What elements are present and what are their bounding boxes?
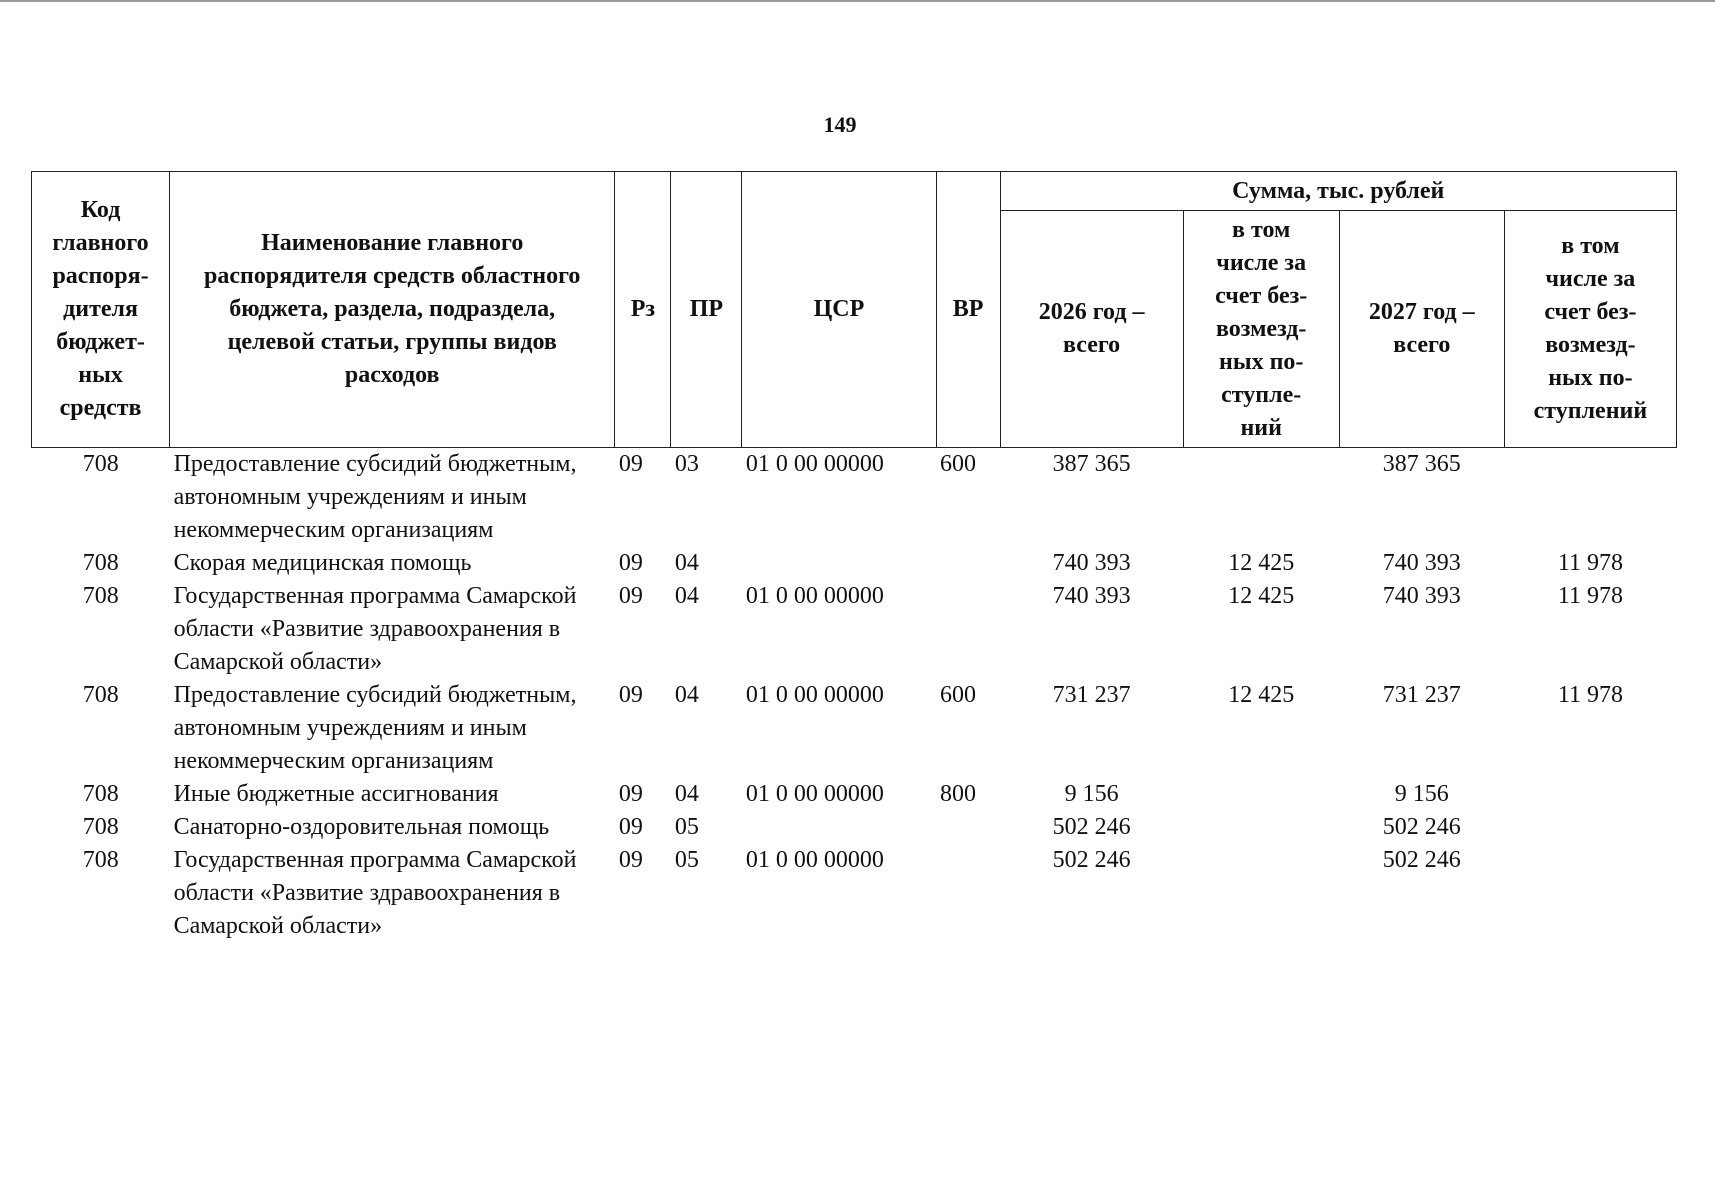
cell-2026-grants [1183,844,1339,943]
cell-2027-grants [1504,844,1676,943]
cell-2027-grants [1504,448,1676,548]
cell-2027-total: 740 393 [1382,550,1461,576]
cell-name: Санаторно-оздоровительная помощь [173,814,550,840]
cell-pr: 05 [674,814,699,840]
cell-2027-grants [1504,811,1676,844]
cell-2026-grants: 12 425 [1228,682,1295,708]
cell-code: 708 [82,550,119,576]
cell-vr [936,811,1000,844]
cell-pr: 04 [674,550,699,576]
cell-2026-total: 387 365 [1052,451,1131,477]
header-csr: ЦСР [742,172,936,448]
scan-top-edge [0,0,1715,2]
cell-csr: 01 0 00 00000 [745,451,884,477]
cell-2027-total: 731 237 [1382,682,1461,708]
cell-csr [742,811,936,844]
cell-rz: 09 [618,781,643,807]
header-code: Код главного распоря-дителя бюджет-ных средств [32,172,170,448]
cell-2027-total: 502 246 [1382,814,1461,840]
table-row [32,778,1677,811]
cell-csr: 01 0 00 00000 [745,583,884,609]
page-number: 149 [823,112,857,137]
cell-code: 708 [82,814,119,840]
header-vr: ВР [936,172,1000,448]
cell-2026-total: 740 393 [1052,583,1131,609]
cell-name: Предоставление субсидий бюджетным, автономным учреждениям и иным некоммерческим организациям [173,682,577,774]
header-2026-total: 2026 год – всего [1000,211,1183,448]
header-rz: Рз [615,172,671,448]
cell-csr: 01 0 00 00000 [745,847,884,873]
cell-code: 708 [82,583,119,609]
budget-table [31,171,1677,943]
table-body [32,448,1677,944]
cell-2027-total: 9 156 [1394,781,1449,807]
cell-name: Государственная программа Самарской области «Развитие здравоохранения в Самарской области» [173,583,577,675]
cell-vr: 600 [940,451,977,477]
cell-rz: 09 [618,550,643,576]
cell-csr [742,547,936,580]
cell-2026-grants: 12 425 [1228,583,1295,609]
table-header [32,172,1677,448]
cell-vr [936,844,1000,943]
header-2027-grants: в том числе за счет без-возмезд-ных по-ступлений [1504,211,1676,448]
cell-2027-total: 740 393 [1382,583,1461,609]
table-row [32,580,1677,679]
cell-2026-total: 502 246 [1052,847,1131,873]
header-pr: ПР [671,172,742,448]
cell-pr: 03 [674,451,699,477]
cell-2026-grants [1183,811,1339,844]
cell-rz: 09 [618,814,643,840]
cell-rz: 09 [618,451,643,477]
table-row [32,679,1677,778]
cell-pr: 04 [674,781,699,807]
cell-2027-grants: 11 978 [1557,550,1623,576]
table-row [32,448,1677,548]
cell-name: Иные бюджетные ассигнования [173,781,499,807]
cell-pr: 05 [674,847,699,873]
header-name: Наименование главного распорядителя средств областного бюджета, раздела, подраздела, целевой статьи, группы видов расходов [170,172,615,448]
header-2026-grants: в том числе за счет без-возмезд-ных по-ступле-ний [1183,211,1339,448]
cell-2026-total: 502 246 [1052,814,1131,840]
cell-vr [936,580,1000,679]
cell-2027-total: 502 246 [1382,847,1461,873]
cell-code: 708 [82,847,119,873]
cell-2026-total: 9 156 [1064,781,1119,807]
table-row [32,811,1677,844]
cell-rz: 09 [618,682,643,708]
cell-rz: 09 [618,847,643,873]
cell-2027-grants: 11 978 [1557,682,1623,708]
cell-pr: 04 [674,583,699,609]
cell-code: 708 [82,451,119,477]
cell-name: Предоставление субсидий бюджетным, автономным учреждениям и иным некоммерческим организациям [173,451,577,543]
cell-2026-grants [1183,448,1339,548]
cell-2026-grants: 12 425 [1228,550,1295,576]
cell-vr: 600 [940,682,977,708]
cell-2027-total: 387 365 [1382,451,1461,477]
cell-2026-total: 740 393 [1052,550,1131,576]
cell-2026-total: 731 237 [1052,682,1131,708]
cell-csr: 01 0 00 00000 [745,781,884,807]
cell-rz: 09 [618,583,643,609]
cell-vr: 800 [940,781,977,807]
cell-2027-grants [1504,778,1676,811]
table-row [32,547,1677,580]
cell-2027-grants: 11 978 [1557,583,1623,609]
cell-name: Государственная программа Самарской области «Развитие здравоохранения в Самарской области» [173,847,577,939]
cell-code: 708 [82,682,119,708]
cell-pr: 04 [674,682,699,708]
cell-vr [936,547,1000,580]
cell-name: Скорая медицинская помощь [173,550,472,576]
header-2027-total: 2027 год – всего [1339,211,1504,448]
cell-2026-grants [1183,778,1339,811]
table-row [32,844,1677,943]
header-sum: Сумма, тыс. рублей [1000,172,1676,211]
cell-code: 708 [82,781,119,807]
cell-csr: 01 0 00 00000 [745,682,884,708]
